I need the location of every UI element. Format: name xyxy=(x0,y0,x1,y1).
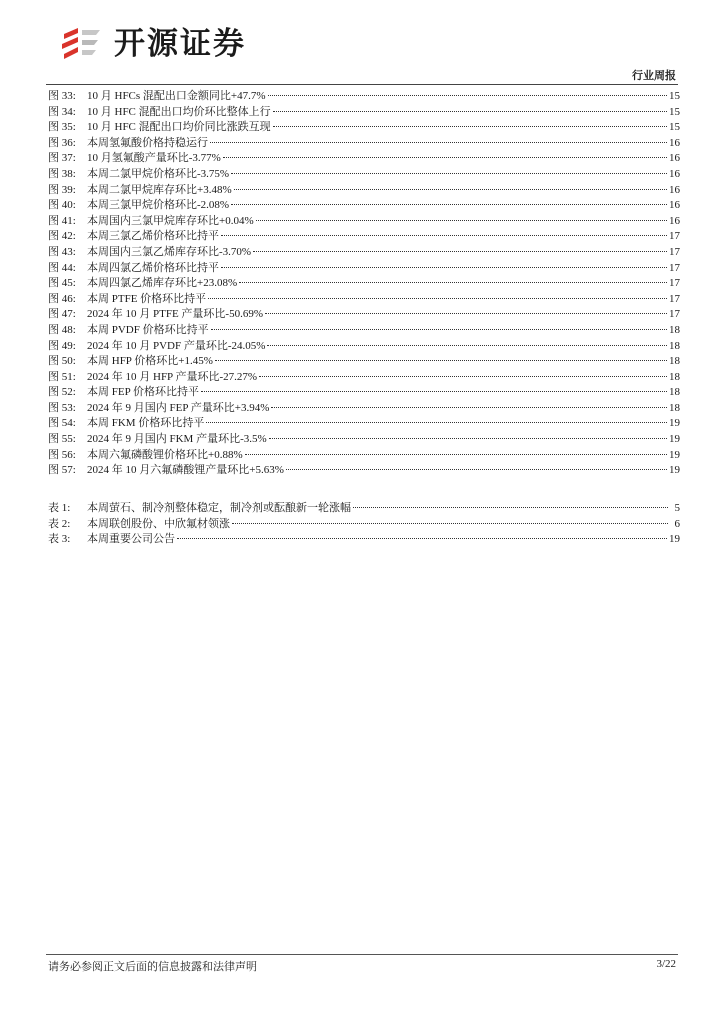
toc-entry[interactable] xyxy=(48,198,680,214)
toc-entry[interactable] xyxy=(48,183,680,199)
entry-title: 10 月 HFC 混配出口均价同比涨跌互现 xyxy=(87,121,271,134)
entry-page-number: 16 xyxy=(669,167,680,180)
dot-leader xyxy=(234,189,667,190)
entry-page-number: 15 xyxy=(669,105,680,118)
toc-entry[interactable] xyxy=(48,229,680,245)
entry-title: 10 月氢氟酸产量环比-3.77% xyxy=(87,152,221,165)
entry-label: 图 34: xyxy=(48,105,76,118)
toc-entry[interactable] xyxy=(48,432,680,448)
entry-page-number: 18 xyxy=(669,386,680,399)
entry-page-number: 19 xyxy=(669,464,680,477)
entry-title: 2024 年 9 月国内 FKM 产量环比-3.5% xyxy=(87,433,267,446)
entry-label: 图 54: xyxy=(48,417,76,430)
dot-leader xyxy=(273,111,667,112)
entry-title: 本周三氯甲烷价格环比-2.08% xyxy=(87,199,230,212)
entry-title: 本周三氯乙烯价格环比持平 xyxy=(87,230,219,243)
entry-page-number: 6 xyxy=(674,517,680,530)
dot-leader xyxy=(245,454,667,455)
dot-leader xyxy=(201,391,667,392)
entry-page-number: 18 xyxy=(669,355,680,368)
dot-leader xyxy=(253,251,667,252)
dot-leader xyxy=(265,313,667,314)
toc-entry[interactable] xyxy=(48,167,680,183)
entry-label: 图 42: xyxy=(48,230,76,243)
toc-entry[interactable] xyxy=(48,448,680,464)
toc-entry[interactable] xyxy=(48,339,680,355)
toc-entry[interactable] xyxy=(48,370,680,386)
entry-title: 2024 年 10 月六氟磷酸锂产量环比+5.63% xyxy=(87,464,284,477)
entry-title: 本周 PVDF 价格环比持平 xyxy=(87,323,209,336)
dot-leader xyxy=(221,235,667,236)
dot-leader xyxy=(211,329,667,330)
toc-entry[interactable] xyxy=(48,245,680,261)
toc-entry[interactable] xyxy=(48,261,680,277)
toc-entry[interactable] xyxy=(48,89,680,105)
page-number: 3/22 xyxy=(656,958,676,970)
logo-wordmark: 开源证券 xyxy=(114,26,246,62)
entry-label: 图 51: xyxy=(48,370,76,383)
dot-leader xyxy=(208,298,667,299)
entry-title: 本周氢氟酸价格持稳运行 xyxy=(87,136,208,149)
header-divider xyxy=(46,84,678,85)
toc-entry[interactable] xyxy=(48,292,680,308)
dot-leader xyxy=(256,220,667,221)
dot-leader xyxy=(267,345,667,346)
entry-page-number: 17 xyxy=(669,245,680,258)
entry-page-number: 17 xyxy=(669,308,680,321)
toc-entry[interactable] xyxy=(48,120,680,136)
entry-title: 本周四氯乙烯价格环比持平 xyxy=(87,261,219,274)
footer-divider xyxy=(46,954,678,955)
dot-leader xyxy=(239,282,667,283)
report-type-label: 行业周报 xyxy=(632,69,676,82)
entry-page-number: 16 xyxy=(669,136,680,149)
company-logo xyxy=(58,24,246,64)
entry-label: 图 56: xyxy=(48,448,76,461)
entry-title: 本周四氯乙烯库存环比+23.08% xyxy=(87,277,238,290)
entry-title: 本周二氯甲烷价格环比-3.75% xyxy=(87,167,230,180)
entry-title: 本周 PTFE 价格环比持平 xyxy=(87,292,207,305)
entry-label: 图 36: xyxy=(48,136,76,149)
entry-title: 2024 年 10 月 PTFE 产量环比-50.69% xyxy=(87,308,263,321)
entry-label: 图 39: xyxy=(48,183,76,196)
entry-label: 图 47: xyxy=(48,308,76,321)
entry-title: 本周联创股份、中欣氟材领涨 xyxy=(87,517,230,530)
toc-entry[interactable] xyxy=(48,276,680,292)
dot-leader xyxy=(177,538,667,539)
entry-page-number: 18 xyxy=(669,339,680,352)
entry-title: 2024 年 10 月 PVDF 产量环比-24.05% xyxy=(87,339,266,352)
entry-page-number: 19 xyxy=(669,433,680,446)
toc-entry[interactable] xyxy=(48,323,680,339)
entry-label: 图 43: xyxy=(48,245,76,258)
entry-label: 图 57: xyxy=(48,464,76,477)
dot-leader xyxy=(232,523,668,524)
entry-label: 图 37: xyxy=(48,152,76,165)
toc-entry[interactable] xyxy=(48,354,680,370)
toc-entry[interactable] xyxy=(48,151,680,167)
entry-title: 10 月 HFCs 混配出口金额同比+47.7% xyxy=(87,90,266,102)
entry-page-number: 5 xyxy=(674,502,680,514)
entry-page-number: 19 xyxy=(669,533,680,546)
entry-title: 10 月 HFC 混配出口均价环比整体上行 xyxy=(87,105,271,118)
entry-page-number: 17 xyxy=(669,292,680,305)
toc-entry[interactable] xyxy=(48,463,680,479)
toc-entry[interactable] xyxy=(48,416,680,432)
entry-page-number: 15 xyxy=(669,90,680,102)
entry-page-number: 17 xyxy=(669,261,680,274)
entry-page-number: 16 xyxy=(669,152,680,165)
entry-label: 图 53: xyxy=(48,401,76,414)
entry-label: 图 50: xyxy=(48,355,76,368)
entry-page-number: 17 xyxy=(669,277,680,290)
entry-label: 图 41: xyxy=(48,214,76,227)
entry-title: 本周国内三氯甲烷库存环比+0.04% xyxy=(87,214,254,227)
entry-page-number: 16 xyxy=(669,199,680,212)
dot-leader xyxy=(215,360,667,361)
entry-label: 图 45: xyxy=(48,277,76,290)
dot-leader xyxy=(221,267,667,268)
entry-page-number: 16 xyxy=(669,183,680,196)
toc-entry[interactable] xyxy=(48,517,680,533)
entry-label: 图 40: xyxy=(48,199,76,212)
entry-label: 图 35: xyxy=(48,121,76,134)
dot-leader xyxy=(231,173,667,174)
entry-title: 本周国内三氯乙烯库存环比-3.70% xyxy=(87,245,252,258)
dot-leader xyxy=(259,376,667,377)
entry-title: 本周二氯甲烷库存环比+3.48% xyxy=(87,183,232,196)
toc-entry[interactable] xyxy=(48,385,680,401)
toc-entry[interactable] xyxy=(48,214,680,230)
entry-title: 2024 年 9 月国内 FEP 产量环比+3.94% xyxy=(87,401,270,414)
entry-label: 图 49: xyxy=(48,339,76,352)
logo-mark-icon xyxy=(58,24,110,64)
entry-title: 本周六氟磷酸锂价格环比+0.88% xyxy=(87,448,243,461)
entry-label: 图 44: xyxy=(48,261,76,274)
entry-page-number: 18 xyxy=(669,370,680,383)
footer-disclaimer: 请务必参阅正文后面的信息披露和法律声明 xyxy=(48,960,257,973)
entry-label: 表 2: xyxy=(48,517,71,530)
entry-title: 本周重要公司公告 xyxy=(87,533,175,546)
toc-entry[interactable] xyxy=(48,307,680,323)
toc-entry[interactable] xyxy=(48,136,680,152)
entry-title: 本周萤石、制冷剂整体稳定，制冷剂或酝酿新一轮涨幅 xyxy=(87,502,351,514)
entry-label: 图 48: xyxy=(48,323,76,336)
entry-page-number: 18 xyxy=(669,401,680,414)
entry-page-number: 16 xyxy=(669,214,680,227)
entry-page-number: 17 xyxy=(669,230,680,243)
entry-title: 2024 年 10 月 HFP 产量环比-27.27% xyxy=(87,370,258,383)
entry-label: 图 55: xyxy=(48,433,76,446)
toc-entry[interactable] xyxy=(48,401,680,417)
entry-page-number: 19 xyxy=(669,417,680,430)
entry-page-number: 18 xyxy=(669,323,680,336)
entry-label: 表 1: xyxy=(48,502,71,514)
entry-title: 本周 HFP 价格环比+1.45% xyxy=(87,355,213,368)
dot-leader xyxy=(206,422,667,423)
dot-leader xyxy=(286,469,667,470)
entry-label: 图 38: xyxy=(48,167,76,180)
entry-page-number: 15 xyxy=(669,121,680,134)
toc-entry[interactable] xyxy=(48,532,680,548)
dot-leader xyxy=(273,126,667,127)
entry-label: 图 33: xyxy=(48,90,76,102)
dot-leader xyxy=(269,438,667,439)
dot-leader xyxy=(268,95,667,96)
dot-leader xyxy=(271,407,667,408)
dot-leader xyxy=(210,142,667,143)
figure-index-list xyxy=(48,89,680,479)
entry-label: 表 3: xyxy=(48,533,71,546)
dot-leader xyxy=(353,507,668,508)
table-index-list xyxy=(48,501,680,548)
entry-title: 本周 FEP 价格环比持平 xyxy=(87,386,200,399)
entry-page-number: 19 xyxy=(669,448,680,461)
entry-title: 本周 FKM 价格环比持平 xyxy=(87,417,205,430)
dot-leader xyxy=(231,204,667,205)
toc-entry[interactable] xyxy=(48,105,680,121)
entry-label: 图 52: xyxy=(48,386,76,399)
dot-leader xyxy=(223,157,667,158)
entry-label: 图 46: xyxy=(48,292,76,305)
toc-entry[interactable] xyxy=(48,501,680,517)
